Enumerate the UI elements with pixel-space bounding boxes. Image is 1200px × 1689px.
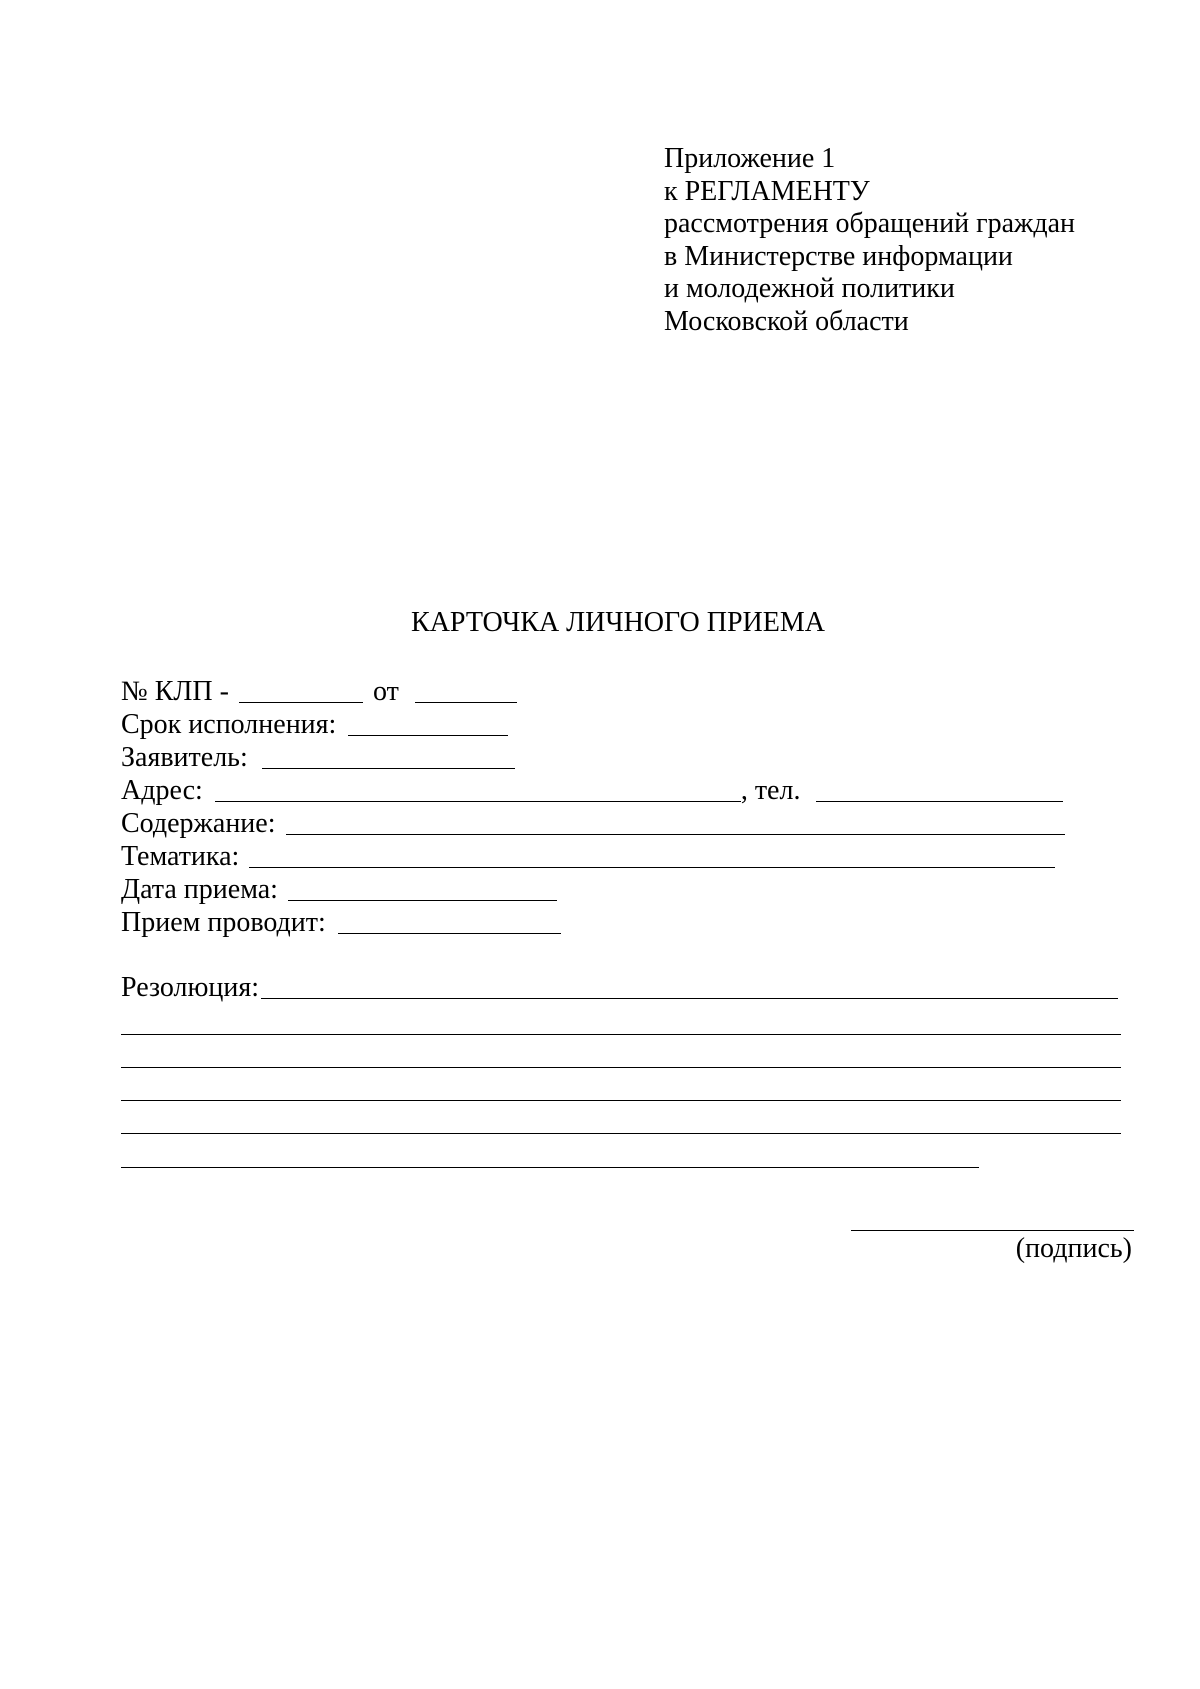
conducted-by-blank[interactable] xyxy=(338,933,561,934)
topic-blank[interactable] xyxy=(249,867,1055,868)
appendix-line: рассмотрения обращений граждан xyxy=(664,208,1076,240)
number-row xyxy=(121,676,517,708)
address-row xyxy=(121,775,1063,807)
resolution-line[interactable] xyxy=(121,1133,1121,1134)
signature-caption: (подпись) xyxy=(1015,1233,1132,1264)
content-label: Содержание: xyxy=(121,808,276,839)
address-label: Адрес: xyxy=(121,775,203,806)
address-blank[interactable] xyxy=(215,801,741,802)
applicant-row xyxy=(121,742,515,774)
appendix-line: к РЕГЛАМЕНТУ xyxy=(664,175,870,207)
resolution-row xyxy=(121,972,1118,1004)
appendix-line: и молодежной политики xyxy=(664,273,955,305)
content-row xyxy=(121,808,1065,840)
date-blank[interactable] xyxy=(288,900,557,901)
from-date-blank[interactable] xyxy=(415,702,517,703)
card-title: КАРТОЧКА ЛИЧНОГО ПРИЕМА xyxy=(411,607,825,638)
appendix-line: Московской области xyxy=(664,305,909,337)
deadline-row xyxy=(121,709,508,741)
resolution-line[interactable] xyxy=(121,1067,1121,1068)
appendix-line: в Министерстве информации xyxy=(664,240,1013,272)
applicant-blank[interactable] xyxy=(262,768,515,769)
appendix-line: Приложение 1 xyxy=(664,143,836,174)
date-label: Дата приема: xyxy=(121,874,278,905)
deadline-label: Срок исполнения: xyxy=(121,709,337,740)
content-blank[interactable] xyxy=(286,834,1065,835)
topic-label: Тематика: xyxy=(121,841,240,872)
topic-row xyxy=(121,841,1055,873)
from-label: от xyxy=(372,676,399,707)
phone-label: , тел. xyxy=(740,775,801,806)
resolution-line[interactable] xyxy=(121,1100,1121,1101)
number-label: № КЛП - xyxy=(121,676,229,707)
resolution-label: Резолюция: xyxy=(121,972,260,1003)
conducted-by-row xyxy=(121,907,561,939)
appendix-header xyxy=(664,143,1075,339)
phone-blank[interactable] xyxy=(816,801,1063,802)
applicant-label: Заявитель: xyxy=(121,742,248,773)
number-blank[interactable] xyxy=(239,702,363,703)
conducted-by-label: Прием проводит: xyxy=(121,907,326,938)
signature-line[interactable] xyxy=(851,1230,1134,1231)
resolution-line[interactable] xyxy=(121,1034,1121,1035)
resolution-blank[interactable] xyxy=(261,998,1118,999)
deadline-blank[interactable] xyxy=(348,735,508,736)
resolution-line[interactable] xyxy=(121,1167,979,1168)
date-row xyxy=(121,874,557,906)
